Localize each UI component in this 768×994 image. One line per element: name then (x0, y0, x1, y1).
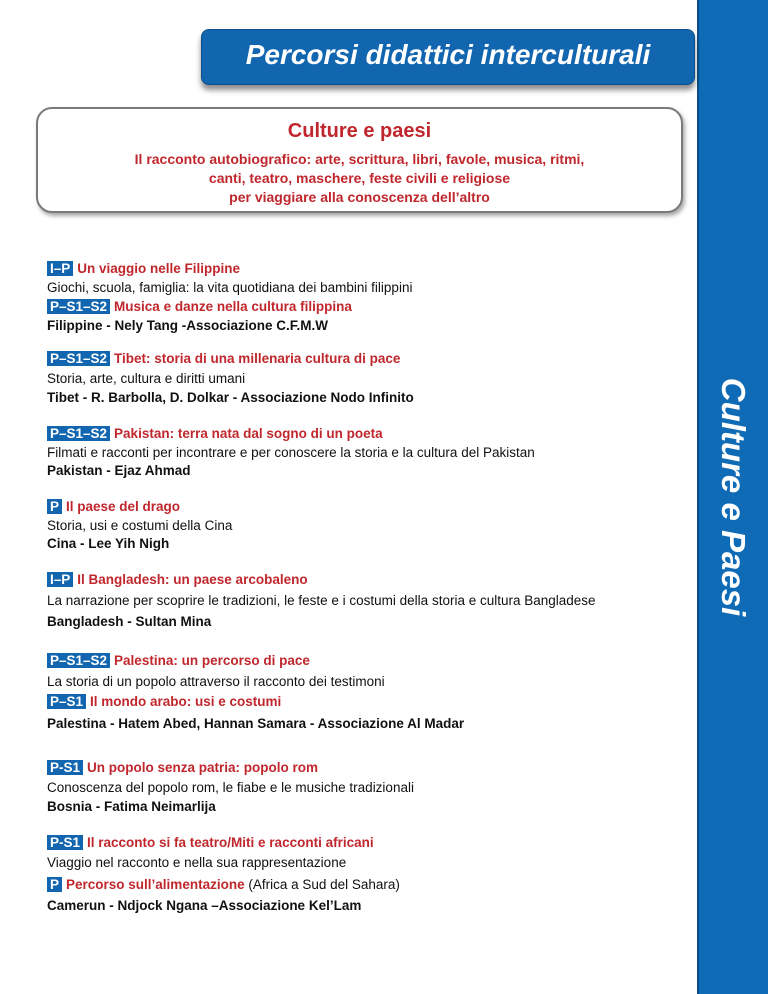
intro-subtitle (98, 150, 621, 207)
level-badge: I–P (47, 261, 73, 276)
level-badge: I–P (47, 572, 73, 587)
entry-cina-heading (47, 498, 180, 516)
level-badge: P–S1–S2 (47, 653, 110, 668)
entry-description: Storia, usi e costumi della Cina (47, 518, 233, 533)
entry-title: Un popolo senza patria: popolo rom (87, 760, 319, 775)
entry-filippine-subheading (47, 298, 352, 316)
entry-bangladesh-heading (47, 571, 308, 589)
level-badge: P–S1–S2 (47, 351, 110, 366)
level-badge: P–S1 (47, 694, 86, 709)
entry-tibet-heading (47, 350, 400, 368)
intro-line-1: Il racconto autobiografico: arte, scrittura, libri, favole, musica, ritmi, (134, 151, 585, 167)
entry-description: Conoscenza del popolo rom, le fiabe e le musiche tradizionali (47, 780, 414, 795)
entry-pakistan-heading (47, 425, 383, 443)
entry-camerun-subheading (47, 876, 400, 894)
entry-title: Musica e danze nella cultura filippina (114, 299, 352, 314)
entry-description: La narrazione per scoprire le tradizioni, le feste e i costumi della storia e cultura Bangladese (47, 593, 596, 608)
intro-line-2: canti, teatro, maschere, feste civili e religiose (208, 170, 511, 186)
entry-title: Tibet: storia di una millenaria cultura di pace (114, 351, 401, 366)
entry-title: Il racconto si fa teatro/Miti e racconti africani (87, 835, 374, 850)
intro-box (36, 107, 683, 213)
entry-title: Il Bangladesh: un paese arcobaleno (77, 572, 308, 587)
entry-author: Bangladesh - Sultan Mina (47, 614, 212, 629)
entry-rom-heading (47, 759, 318, 777)
entry-title: Palestina: un percorso di pace (114, 653, 310, 668)
intro-title: Culture e paesi (287, 120, 432, 142)
entry-title: Un viaggio nelle Filippine (77, 261, 241, 276)
entry-author: Tibet - R. Barbolla, D. Dolkar - Associazione Nodo Infinito (47, 390, 414, 405)
intro-line-3: per viaggiare alla conoscenza dell’altro (229, 189, 490, 205)
entry-author: Cina - Lee Yih Nigh (47, 536, 170, 551)
entry-title: Percorso sull’alimentazione (66, 877, 245, 892)
entry-description: Filmati e racconti per incontrare e per conoscere la storia e la cultura del Pakistan (47, 445, 535, 460)
entry-filippine-heading (47, 260, 240, 278)
level-badge: P (47, 499, 62, 514)
entry-camerun-heading (47, 834, 374, 852)
entry-author: Filippine - Nely Tang -Associazione C.F.M.W (47, 318, 329, 333)
entry-title: Il paese del drago (66, 499, 181, 514)
banner-title: Percorsi didattici interculturali (245, 39, 651, 70)
entry-author: Palestina - Hatem Abed, Hannan Samara - Associazione Al Madar (47, 716, 465, 731)
entry-description: Storia, arte, cultura e diritti umani (47, 371, 246, 386)
entry-palestina-heading (47, 652, 310, 670)
entry-author: Camerun - Ndjock Ngana –Associazione Kel’Lam (47, 898, 362, 913)
entry-title: Pakistan: terra nata dal sogno di un poeta (114, 426, 383, 441)
header-banner (201, 29, 695, 85)
level-badge: P–S1–S2 (47, 426, 110, 441)
entry-description: Giochi, scuola, famiglia: la vita quotidiana dei bambini filippini (47, 280, 413, 295)
entry-author: Pakistan - Ejaz Ahmad (47, 463, 191, 478)
entry-title: Il mondo arabo: usi e costumi (90, 694, 282, 709)
entry-description: La storia di un popolo attraverso il racconto dei testimoni (47, 674, 385, 689)
entry-note: (Africa a Sud del Sahara) (248, 877, 400, 892)
level-badge: P-S1 (47, 835, 83, 850)
entry-author: Bosnia - Fatima Neimarlija (47, 799, 216, 814)
entry-description: Viaggio nel racconto e nella sua rappresentazione (47, 855, 347, 870)
entry-palestina-subheading (47, 693, 281, 711)
level-badge: P-S1 (47, 760, 83, 775)
level-badge: P (47, 877, 62, 892)
sidebar-label: Culture e Paesi (715, 377, 752, 617)
level-badge: P–S1–S2 (47, 299, 110, 314)
